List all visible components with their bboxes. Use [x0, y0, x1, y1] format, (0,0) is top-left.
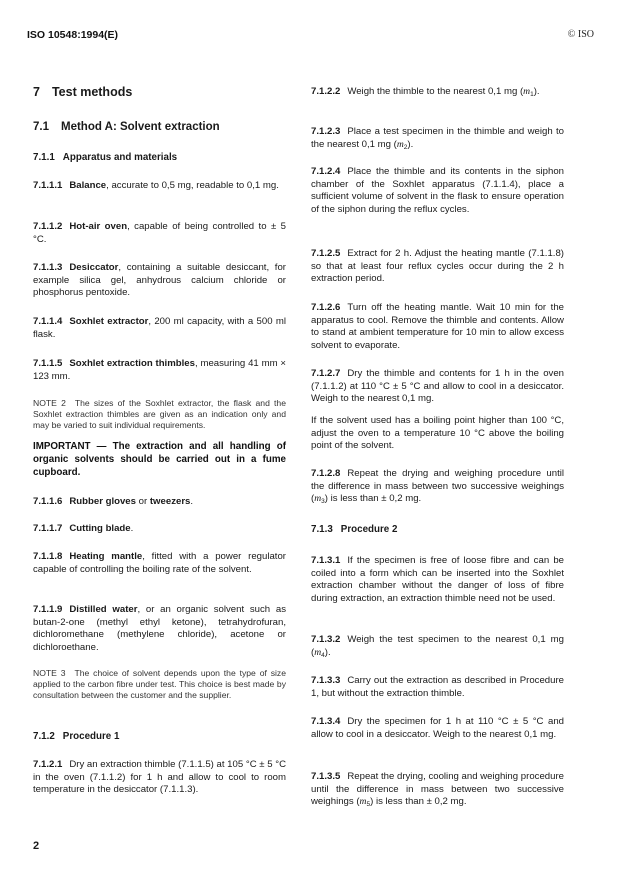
clause-7-1-1-5: 7.1.1.5 Soxhlet extraction thimbles, measuring 41 mm × 123 mm. — [33, 358, 286, 382]
clause-7-1-2-3: 7.1.2.3 Place a test specimen in the thimble and weigh to the nearest 0,1 mg $(m_2)$. — [311, 126, 564, 151]
clause-7-1-1-8: 7.1.1.8 Heating mantle, fitted with a power regulator capable of controlling the boiling rate of the solvent. — [33, 551, 286, 575]
page-number: 2 — [33, 840, 40, 852]
clause-7-1-3-5: 7.1.3.5 Repeat the drying, cooling and weighing procedure until the difference in mass between two successive weighings $(m_5)$ is less than ± 0,2 mg. — [311, 771, 564, 808]
clause-7-1-1-1: 7.1.1.1 Balance, accurate to 0,5 mg, readable to 0,1 mg. — [33, 180, 279, 191]
important-warning: IMPORTANT — The extraction and all handling of organic solvents should be carried out in a fume cupboard. — [33, 441, 286, 478]
clause-7-1-2-6: 7.1.2.6 Turn off the heating mantle. Wait 10 min for the apparatus to cool. Remove the thimble and contents. Allow to stand at ambient temperature for 10 min to allow excess solvent to evaporate. — [311, 302, 564, 351]
clause-7-1-1-6: 7.1.1.6 Rubber gloves or tweezers. — [33, 496, 194, 507]
clause-7-1-1-2: 7.1.1.2 Hot-air oven, capable of being controlled to ± 5 °C. — [33, 221, 286, 245]
section-heading-7-1: 7.1 Method A: Solvent extraction — [33, 121, 220, 133]
clause-7-1-2-2: 7.1.2.2 Weigh the thimble to the nearest 0,1 mg $(m_1)$. — [311, 86, 540, 98]
copyright-notice: © ISO — [567, 29, 594, 40]
clause-7-1-1-4: 7.1.1.4 Soxhlet extractor, 200 ml capacity, with a 500 ml flask. — [33, 316, 286, 340]
note-2: NOTE 2 The sizes of the Soxhlet extractor, the flask and the Soxhlet extraction thimbles are given as an indication only and may be varied to suit individual requirements. — [33, 398, 286, 431]
clause-7-1-2-7: 7.1.2.7 Dry the thimble and contents for 1 h in the oven (7.1.1.2) at 110 °C ± 5 °C and allow to cool in a desiccator. Weigh to the nearest 0,1 mg. — [311, 368, 564, 404]
clause-7-1-2-8: 7.1.2.8 Repeat the drying and weighing procedure until the difference in mass between two successive weighings $(m_3)$ is less than ± 0,2 mg. — [311, 468, 564, 505]
clause-7-1-3-2: 7.1.3.2 Weigh the test specimen to the nearest 0,1 mg $(m_4)$. — [311, 634, 564, 659]
clause-7-1-1-3: 7.1.1.3 Desiccator, containing a suitable desiccant, for example silica gel, anhydrous calcium chloride or phosphorus pentoxide. — [33, 262, 286, 298]
clause-7-1-3-1: 7.1.3.1 If the specimen is free of loose fibre and can be coiled into a form which can be inserted into the Soxhlet extraction chamber without the danger of loss of fibre during extraction, an extraction thimble need not be used. — [311, 555, 564, 604]
clause-7-1-3-3: 7.1.3.3 Carry out the extraction as described in Procedure 1, but without the extraction thimble. — [311, 675, 564, 699]
section-heading-7: 7 Test methods — [33, 85, 133, 99]
section-heading-7-1-2: 7.1.2 Procedure 1 — [33, 731, 120, 742]
page-header — [27, 29, 594, 43]
section-heading-7-1-3: 7.1.3 Procedure 2 — [311, 524, 398, 535]
clause-7-1-2-1: 7.1.2.1 Dry an extraction thimble (7.1.1.5) at 105 °C ± 5 °C in the oven (7.1.1.2) for 1 h and allow to cool to room temperature in the desiccator (7.1.1.3). — [33, 759, 286, 795]
standard-id: ISO 10548:1994(E) — [27, 29, 119, 41]
clause-7-1-2-4: 7.1.2.4 Place the thimble and its contents in the siphon chamber of the Soxhlet apparatus (7.1.1.4), place a sufficient volume of solvent in the flask to ensure operation of the siphon during the reflux cycles. — [311, 166, 564, 215]
boiling-point-paragraph: If the solvent used has a boiling point higher than 100 °C, adjust the oven to a temperature 10 °C above the boiling point of the solvent. — [311, 415, 564, 451]
section-heading-7-1-1: 7.1.1 Apparatus and materials — [33, 152, 178, 163]
clause-7-1-2-5: 7.1.2.5 Extract for 2 h. Adjust the heating mantle (7.1.1.8) so that at least four reflux cycles occur during the 2 h extraction period. — [311, 248, 564, 284]
note-3: NOTE 3 The choice of solvent depends upon the type of size applied to the carbon fibre under test. This choice is best made by consultation between the customer and the supplier. — [33, 668, 286, 701]
clause-7-1-1-9: 7.1.1.9 Distilled water, or an organic solvent such as butan-2-one (methyl ethyl ketone), tetrahydrofuran, dichloromethane (methylene chloride), acetone or dichloroethane. — [33, 604, 287, 653]
clause-7-1-3-4: 7.1.3.4 Dry the specimen for 1 h at 110 °C ± 5 °C and allow to cool in a desiccator. Weigh to the nearest 0,1 mg. — [311, 716, 564, 740]
clause-7-1-1-7: 7.1.1.7 Cutting blade. — [33, 523, 134, 534]
